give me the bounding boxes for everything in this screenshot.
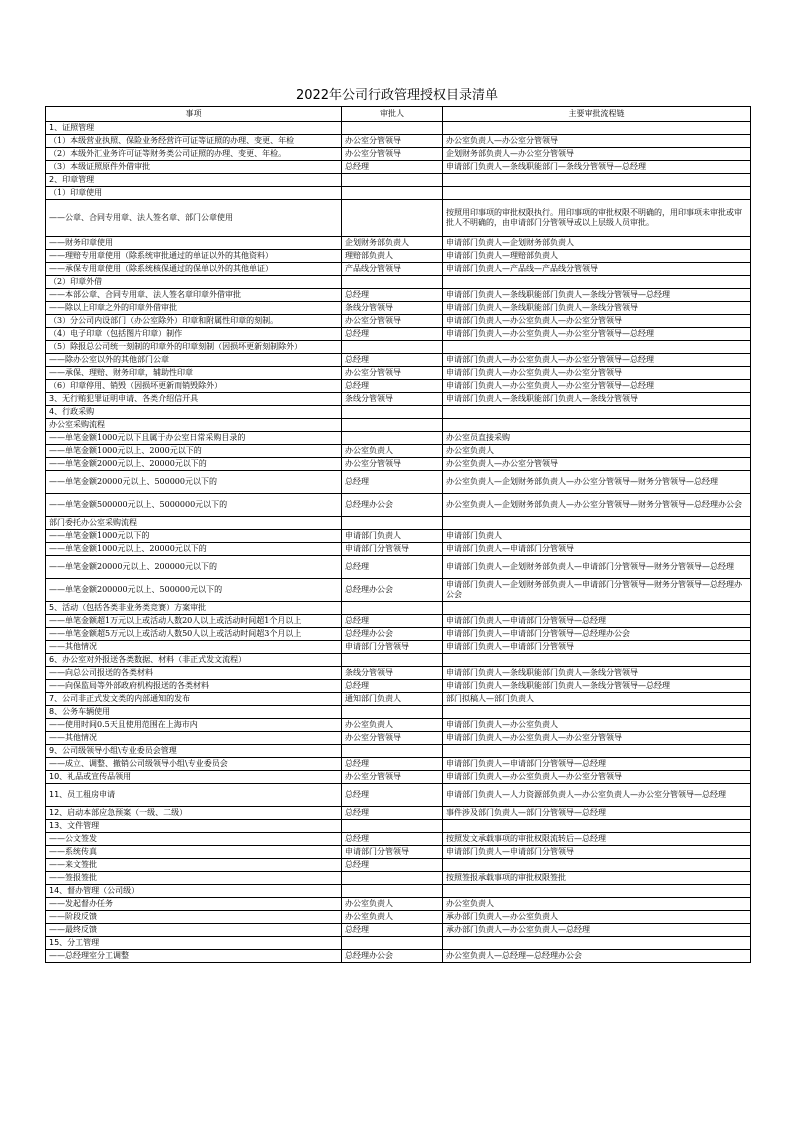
flow-cell: 办公室负责人—办公室分管领导 xyxy=(443,135,751,148)
table-row xyxy=(46,924,751,937)
table-row xyxy=(46,556,751,579)
item-cell: 6、办公室对外报送各类数据、材料（非正式发文流程） xyxy=(46,654,342,667)
table-row xyxy=(46,758,751,771)
flow-cell: 办公室负责人—总经理—总经理办公会 xyxy=(443,950,751,963)
item-cell: ——公章、合同专用章、法人签名章、部门公章使用 xyxy=(46,200,342,237)
flow-cell: 办公室负责人 xyxy=(443,898,751,911)
item-cell: 2、印章管理 xyxy=(46,174,342,187)
flow-cell: 办公室负责人—企划财务部负责人—办公室分管领导—财务分管领导—总经理办公会 xyxy=(443,494,751,517)
approver-cell xyxy=(342,820,443,833)
flow-cell: 申请部门负责人—理赔部负责人 xyxy=(443,250,751,263)
approver-cell xyxy=(342,432,443,445)
item-cell: ——单笔金额20000元以上、200000元以下的 xyxy=(46,556,342,579)
approver-cell: 总经理 xyxy=(342,354,443,367)
table-row xyxy=(46,911,751,924)
flow-cell xyxy=(443,885,751,898)
approver-cell: 通知部门负责人 xyxy=(342,693,443,706)
item-cell: 13、文件管理 xyxy=(46,820,342,833)
item-cell: ——来文签批 xyxy=(46,859,342,872)
table-row xyxy=(46,380,751,393)
approver-cell xyxy=(342,706,443,719)
table-row xyxy=(46,135,751,148)
flow-cell: 申请部门负责人—产品线—产品线分管领导 xyxy=(443,263,751,276)
table-header-row xyxy=(46,107,751,122)
item-cell: 7、公司非正式发文类的内部通知的发布 xyxy=(46,693,342,706)
item-cell: ——单笔金额200000元以上、500000元以下的 xyxy=(46,579,342,602)
flow-cell: 按照签报承载事项的审批权限签批 xyxy=(443,872,751,885)
item-cell: 11、员工租房申请 xyxy=(46,784,342,807)
approver-cell xyxy=(342,406,443,419)
approver-cell: 总经理 xyxy=(342,380,443,393)
item-cell: ——单笔金额500000元以上、5000000元以下的 xyxy=(46,494,342,517)
table-row xyxy=(46,667,751,680)
flow-cell: 申请部门负责人—条线职能部门负责人—条线分管领导—总经理 xyxy=(443,289,751,302)
flow-cell: 申请部门负责人—条线职能部门负责人—条线分管领导 xyxy=(443,667,751,680)
item-cell: ——本部公章、合同专用章、法人签名章印章外借审批 xyxy=(46,289,342,302)
item-cell: （3）本级证照原件外借审批 xyxy=(46,161,342,174)
approver-cell: 申请部门分管领导 xyxy=(342,641,443,654)
approver-cell: 总经理 xyxy=(342,328,443,341)
approver-cell: 总经理 xyxy=(342,924,443,937)
flow-cell xyxy=(443,706,751,719)
approver-cell: 产品线分管领导 xyxy=(342,263,443,276)
flow-cell xyxy=(443,419,751,432)
flow-cell xyxy=(443,745,751,758)
approver-cell: 总经理办公会 xyxy=(342,950,443,963)
flow-cell xyxy=(443,406,751,419)
approver-cell: 理赔部负责人 xyxy=(342,250,443,263)
item-cell: ——单笔金额1000元以下的 xyxy=(46,530,342,543)
item-cell: 4、行政采购 xyxy=(46,406,342,419)
flow-cell: 申请部门负责人 xyxy=(443,530,751,543)
table-row xyxy=(46,302,751,315)
header-approver: 审批人 xyxy=(342,107,443,122)
approver-cell xyxy=(342,602,443,615)
approver-cell: 总经理办公会 xyxy=(342,628,443,641)
flow-cell: 申请部门负责人—申请部门分管领导—总经理 xyxy=(443,615,751,628)
table-row xyxy=(46,367,751,380)
approver-cell xyxy=(342,276,443,289)
table-row xyxy=(46,771,751,784)
item-cell: ——签报签批 xyxy=(46,872,342,885)
item-cell: （1）印章使用 xyxy=(46,187,342,200)
table-row xyxy=(46,276,751,289)
item-cell: 1、证照管理 xyxy=(46,122,342,135)
table-row xyxy=(46,898,751,911)
flow-cell: 按照用印事项的审批权限执行。用印事项的审批权限不明确的，用印事项未审批或审批人不明确的，由申请部门分管领导或以上层级人员审批。 xyxy=(443,200,751,237)
table-row xyxy=(46,706,751,719)
item-cell: ——系统传真 xyxy=(46,846,342,859)
approver-cell: 企划财务部负责人 xyxy=(342,237,443,250)
approver-cell: 总经理 xyxy=(342,289,443,302)
approver-cell: 办公室分管领导 xyxy=(342,771,443,784)
table-row xyxy=(46,872,751,885)
flow-cell: 申请部门负责人—申请部门分管领导—总经理 xyxy=(443,758,751,771)
table-row xyxy=(46,654,751,667)
approver-cell xyxy=(342,745,443,758)
table-row xyxy=(46,719,751,732)
table-row xyxy=(46,937,751,950)
flow-cell: 申请部门负责人—企划财务部负责人—申请部门分管领导—财务分管领导—总经理 xyxy=(443,556,751,579)
flow-cell: 申请部门负责人—条线职能部门负责人—条线分管领导 xyxy=(443,393,751,406)
table-row xyxy=(46,289,751,302)
flow-cell: 办公室员直接采购 xyxy=(443,432,751,445)
item-cell: （2）本级外汇业务许可证等财务类公司证照的办理、变更、年检。 xyxy=(46,148,342,161)
flow-cell: 申请部门负责人—办公室负责人—办公室分管领导 xyxy=(443,315,751,328)
flow-cell xyxy=(443,654,751,667)
approver-cell: 申请部门负责人 xyxy=(342,530,443,543)
table-row xyxy=(46,122,751,135)
item-cell: 5、活动（包括各类非业务类竞赛）方案审批 xyxy=(46,602,342,615)
item-cell: 8、公务车辆使用 xyxy=(46,706,342,719)
table-body xyxy=(46,122,751,963)
table-row xyxy=(46,419,751,432)
table-row xyxy=(46,641,751,654)
approver-cell: 办公室负责人 xyxy=(342,445,443,458)
item-cell: 办公室采购流程 xyxy=(46,419,342,432)
flow-cell: 申请部门负责人—条线职能部门负责人—条线分管领导 xyxy=(443,302,751,315)
flow-cell: 部门拟稿人—部门负责人 xyxy=(443,693,751,706)
approver-cell: 总经理 xyxy=(342,680,443,693)
approver-cell xyxy=(342,937,443,950)
approver-cell xyxy=(342,122,443,135)
header-item: 事项 xyxy=(46,107,342,122)
item-cell: ——向保监局等外部政府机构报送的各类材料 xyxy=(46,680,342,693)
item-cell: ——公文签发 xyxy=(46,833,342,846)
header-flow: 主要审批流程链 xyxy=(443,107,751,122)
flow-cell: 申请部门负责人—条线职能部门—条线分管领导—总经理 xyxy=(443,161,751,174)
approver-cell: 办公室分管领导 xyxy=(342,732,443,745)
approver-cell: 总经理 xyxy=(342,833,443,846)
flow-cell: 申请部门负责人—申请部门分管领导 xyxy=(443,543,751,556)
approver-cell xyxy=(342,654,443,667)
item-cell: 15、分工管理 xyxy=(46,937,342,950)
table-row xyxy=(46,615,751,628)
table-row xyxy=(46,628,751,641)
table-row xyxy=(46,250,751,263)
flow-cell: 办公室负责人—办公室分管领导 xyxy=(443,458,751,471)
table-row xyxy=(46,432,751,445)
item-cell: ——单笔金额超5万元以上或活动人数50人以上或活动时间超3个月以上 xyxy=(46,628,342,641)
item-cell: ——单笔金额超1万元以上或活动人数20人以上或活动时间超1个月以上 xyxy=(46,615,342,628)
item-cell: 3、无行贿犯罪证明申请、各类介绍信开具 xyxy=(46,393,342,406)
item-cell: ——单笔金额2000元以上、20000元以下的 xyxy=(46,458,342,471)
flow-cell xyxy=(443,174,751,187)
flow-cell: 申请部门负责人—条线职能部门负责人—条线分管领导—总经理 xyxy=(443,680,751,693)
item-cell: ——除办公室以外的其他部门公章 xyxy=(46,354,342,367)
table-row xyxy=(46,745,751,758)
table-row xyxy=(46,859,751,872)
approver-cell: 总经理办公会 xyxy=(342,494,443,517)
table-row xyxy=(46,328,751,341)
flow-cell: 申请部门负责人—申请部门分管领导 xyxy=(443,641,751,654)
table-row xyxy=(46,950,751,963)
table-row xyxy=(46,445,751,458)
table-row xyxy=(46,315,751,328)
approver-cell: 总经理 xyxy=(342,615,443,628)
approver-cell: 总经理 xyxy=(342,556,443,579)
table-row xyxy=(46,237,751,250)
page-title: 2022年公司行政管理授权目录清单 xyxy=(295,88,499,103)
item-cell: （6）印章停用、销毁（因损坏更新而销毁除外） xyxy=(46,380,342,393)
item-cell: 部门委托办公室采购流程 xyxy=(46,517,342,530)
table-row xyxy=(46,885,751,898)
table-row xyxy=(46,693,751,706)
table-row xyxy=(46,602,751,615)
flow-cell: 申请部门负责人—申请部门分管领导 xyxy=(443,846,751,859)
item-cell: ——承保专用章使用（除系统核保通过的保单以外的其他单证） xyxy=(46,263,342,276)
item-cell: ——其他情况 xyxy=(46,732,342,745)
table-row xyxy=(46,263,751,276)
table-row xyxy=(46,406,751,419)
flow-cell xyxy=(443,122,751,135)
table-row xyxy=(46,579,751,602)
item-cell: ——单笔金额1000元以下且属于办公室日常采购目录的 xyxy=(46,432,342,445)
table-row xyxy=(46,846,751,859)
table-row xyxy=(46,807,751,820)
flow-cell xyxy=(443,517,751,530)
approver-cell: 申请部门分管领导 xyxy=(342,543,443,556)
flow-cell: 申请部门负责人—办公室负责人—办公室分管领导—总经理 xyxy=(443,354,751,367)
item-cell: （1）本级营业执照、保险业务经营许可证等证照的办理、变更、年检 xyxy=(46,135,342,148)
item-cell: ——使用时间0.5天且使用范围在上海市内 xyxy=(46,719,342,732)
table-row xyxy=(46,543,751,556)
table-row xyxy=(46,820,751,833)
flow-cell: 事件涉及部门负责人—部门分管领导—总经理 xyxy=(443,807,751,820)
table-row xyxy=(46,187,751,200)
approver-cell: 总经理 xyxy=(342,784,443,807)
item-cell: （4）电子印章（包括图片印章）制作 xyxy=(46,328,342,341)
flow-cell xyxy=(443,602,751,615)
table-row xyxy=(46,784,751,807)
flow-cell: 申请部门负责人—人力资源部负责人—办公室负责人—办公室分管领导—总经理 xyxy=(443,784,751,807)
approver-cell: 条线分管领导 xyxy=(342,302,443,315)
approver-cell: 条线分管领导 xyxy=(342,393,443,406)
flow-cell: 申请部门负责人—申请部门分管领导—总经理办公会 xyxy=(443,628,751,641)
approver-cell xyxy=(342,517,443,530)
table-row xyxy=(46,341,751,354)
approver-cell: 办公室负责人 xyxy=(342,719,443,732)
approver-cell: 办公室负责人 xyxy=(342,898,443,911)
flow-cell: 申请部门负责人—企划财务部负责人—申请部门分管领导—财务分管领导—总经理办公会 xyxy=(443,579,751,602)
flow-cell xyxy=(443,276,751,289)
flow-cell xyxy=(443,187,751,200)
approver-cell: 总经理 xyxy=(342,758,443,771)
approver-cell xyxy=(342,419,443,432)
table-row xyxy=(46,148,751,161)
approver-cell: 办公室分管领导 xyxy=(342,367,443,380)
flow-cell: 办公室负责人 xyxy=(443,445,751,458)
approver-cell: 总经理办公会 xyxy=(342,579,443,602)
flow-cell xyxy=(443,341,751,354)
item-cell: （5）除报总公司统一刻制的印章外的印章刻制（因损坏更新刻制除外） xyxy=(46,341,342,354)
approver-cell: 总经理 xyxy=(342,471,443,494)
item-cell: ——承保、理赔、财务印章，辅助性印章 xyxy=(46,367,342,380)
item-cell: 12、启动本部应急预案（一级、二级） xyxy=(46,807,342,820)
approver-cell: 申请部门分管领导 xyxy=(342,846,443,859)
flow-cell: 办公室负责人—企划财务部负责人—办公室分管领导—财务分管领导—总经理 xyxy=(443,471,751,494)
item-cell: 9、公司级领导小组\专业委员会管理 xyxy=(46,745,342,758)
approver-cell xyxy=(342,187,443,200)
flow-cell: 申请部门负责人—办公室负责人—办公室分管领导 xyxy=(443,732,751,745)
item-cell: ——其他情况 xyxy=(46,641,342,654)
table-row xyxy=(46,471,751,494)
approver-cell: 办公室分管领导 xyxy=(342,458,443,471)
table-row xyxy=(46,393,751,406)
table-row xyxy=(46,494,751,517)
flow-cell: 按照发文承载事项的审批权限流转后—总经理 xyxy=(443,833,751,846)
approver-cell: 办公室分管领导 xyxy=(342,148,443,161)
flow-cell: 申请部门负责人—办公室负责人—办公室分管领导 xyxy=(443,367,751,380)
authorization-table xyxy=(45,106,751,963)
item-cell: （2）印章外借 xyxy=(46,276,342,289)
approver-cell xyxy=(342,174,443,187)
item-cell: ——单笔金额20000元以上、500000元以下的 xyxy=(46,471,342,494)
item-cell: ——最终反馈 xyxy=(46,924,342,937)
item-cell: ——单笔金额1000元以上、20000元以下的 xyxy=(46,543,342,556)
approver-cell xyxy=(342,885,443,898)
item-cell: ——向总公司报送的各类材料 xyxy=(46,667,342,680)
flow-cell: 企划财务部负责人—办公室分管领导 xyxy=(443,148,751,161)
item-cell: ——总经理室分工调整 xyxy=(46,950,342,963)
approver-cell xyxy=(342,872,443,885)
flow-cell: 申请部门负责人—企划财务部负责人 xyxy=(443,237,751,250)
flow-cell xyxy=(443,937,751,950)
table-row xyxy=(46,833,751,846)
flow-cell: 承办部门负责人—办公室负责人—总经理 xyxy=(443,924,751,937)
flow-cell: 申请部门负责人—办公室负责人—办公室分管领导—总经理 xyxy=(443,380,751,393)
table-row xyxy=(46,458,751,471)
approver-cell: 办公室分管领导 xyxy=(342,315,443,328)
table-row xyxy=(46,161,751,174)
table-row xyxy=(46,174,751,187)
flow-cell xyxy=(443,859,751,872)
approver-cell: 条线分管领导 xyxy=(342,667,443,680)
flow-cell: 承办部门负责人—办公室负责人 xyxy=(443,911,751,924)
approver-cell: 办公室分管领导 xyxy=(342,135,443,148)
table-row xyxy=(46,200,751,237)
approver-cell: 总经理 xyxy=(342,807,443,820)
item-cell: ——除以上印章之外的印章外借审批 xyxy=(46,302,342,315)
approver-cell xyxy=(342,341,443,354)
item-cell: 14、督办管理（公司级） xyxy=(46,885,342,898)
approver-cell xyxy=(342,200,443,237)
table-row xyxy=(46,530,751,543)
item-cell: ——阶段反馈 xyxy=(46,911,342,924)
item-cell: 10、礼品或宣传品领用 xyxy=(46,771,342,784)
table-row xyxy=(46,354,751,367)
approver-cell: 总经理 xyxy=(342,161,443,174)
item-cell: ——财务印章使用 xyxy=(46,237,342,250)
approver-cell: 办公室负责人 xyxy=(342,911,443,924)
item-cell: （3）分公司内设部门（办公室除外）印章和附属性印章的刻制。 xyxy=(46,315,342,328)
table-row xyxy=(46,732,751,745)
flow-cell xyxy=(443,820,751,833)
flow-cell: 申请部门负责人—办公室负责人—办公室分管领导 xyxy=(443,771,751,784)
item-cell: ——理赔专用章使用（除系统审批通过的单证以外的其他资料） xyxy=(46,250,342,263)
table-row xyxy=(46,517,751,530)
item-cell: ——成立、调整、撤销公司级领导小组\专业委员会 xyxy=(46,758,342,771)
approver-cell: 总经理 xyxy=(342,859,443,872)
flow-cell: 申请部门负责人—办公室负责人—办公室分管领导—总经理 xyxy=(443,328,751,341)
table-row xyxy=(46,680,751,693)
flow-cell: 申请部门负责人—办公室负责人 xyxy=(443,719,751,732)
item-cell: ——单笔金额1000元以上、2000元以下的 xyxy=(46,445,342,458)
item-cell: ——发起督办任务 xyxy=(46,898,342,911)
